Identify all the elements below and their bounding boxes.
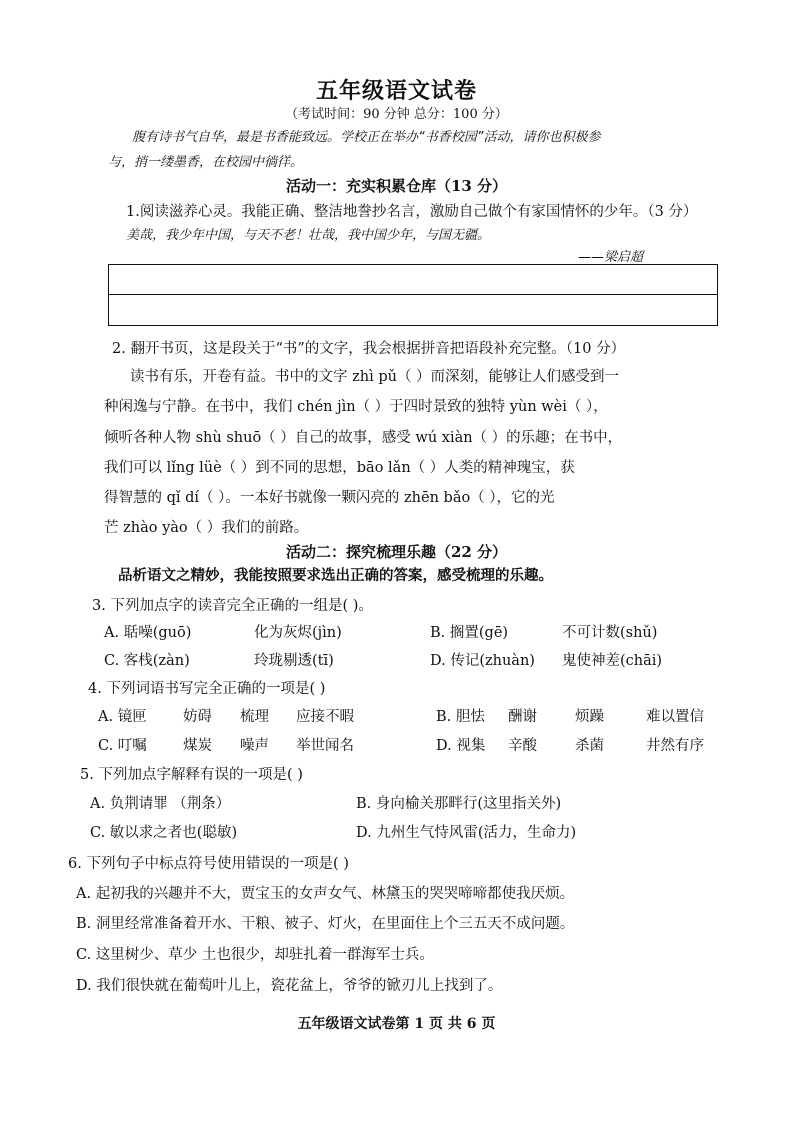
q4-d-1: D. 视集 <box>436 738 486 754</box>
q3-option-c1: C. 客栈(zàn) <box>104 653 190 669</box>
activity-2-heading: 活动二：探究梳理乐趣（22 分） <box>285 543 508 561</box>
q4-a-3: 梳理 <box>240 709 269 725</box>
intro-line-1: 腹有诗书气自华，最是书香能致远。学校正在举办“书香校园”活动，请你也积极参 <box>132 130 601 145</box>
q4-b-4: 难以置信 <box>646 709 704 725</box>
q4-d-2: 辛酸 <box>508 738 537 754</box>
q4-a-2: 妨碍 <box>183 709 212 725</box>
passage-line-4: 我们可以 lǐng lüè（ ）到不同的思想，bāo lǎn（ ）人类的精神瑰宝，获 <box>104 460 575 476</box>
q4-a-4: 应接不暇 <box>296 709 354 725</box>
q4-b-1: B. 胆怯 <box>436 709 485 725</box>
question-4: 4. 下列词语书写完全正确的一项是( ) <box>88 681 326 697</box>
page-footer: 五年级语文试卷第 1 页 共 6 页 <box>297 1016 496 1032</box>
question-3: 3. 下列加点字的读音完全正确的一组是( )。 <box>92 598 373 614</box>
q3-option-d2: 鬼使神差(chāi) <box>562 653 663 669</box>
q3-option-b1: B. 搁置(gē) <box>430 625 509 641</box>
q4-d-3: 杀菌 <box>575 738 604 754</box>
q4-c-2: 煤炭 <box>183 738 212 754</box>
passage-line-1: 读书有乐，开卷有益。书中的文字 zhì pǔ（ ）而深刻，能够让人们感受到一 <box>130 369 620 385</box>
q3-option-a2: 化为灰烬(jìn) <box>254 625 342 641</box>
passage-line-5: 得智慧的 qǐ dí（ ）。一本好书就像一颗闪亮的 zhēn bǎo（ ），它的光 <box>104 490 555 506</box>
q4-c-4: 举世闻名 <box>296 738 354 754</box>
question-5: 5. 下列加点字解释有误的一项是( ) <box>80 767 303 783</box>
copy-answer-box[interactable] <box>108 264 718 326</box>
q6-option-a: A. 起初我的兴趣并不大，贾宝玉的女声女气、林黛玉的哭哭啼啼都使我厌烦。 <box>76 886 575 902</box>
q3-option-d1: D. 传记(zhuàn) <box>430 653 535 669</box>
q4-b-3: 烦躁 <box>575 709 604 725</box>
quote-author: ——梁启超 <box>578 250 644 265</box>
activity-2-intro: 品析语文之精妙，我能按照要求选出正确的答案，感受梳理的乐趣。 <box>118 567 553 584</box>
q3-option-c2: 玲珑剔透(tī) <box>254 653 334 669</box>
exam-info: （考试时间：90 分钟 总分：100 分） <box>285 107 508 122</box>
q5-option-d: D. 九州生气恃风雷(活力，生命力) <box>356 825 577 841</box>
q5-option-c: C. 敏以求之者也(聪敏) <box>90 825 238 841</box>
q4-c-3: 噪声 <box>240 738 269 754</box>
q6-option-b: B. 洞里经常准备着开水、干粮、被子、灯火，在里面住上个三五天不成问题。 <box>76 916 575 932</box>
q5-option-a: A. 负荆请罪 （荆条） <box>90 796 231 812</box>
q5-option-b: B. 身向榆关那畔行(这里指关外) <box>356 796 562 812</box>
page-title: 五年级语文试卷 <box>315 78 477 104</box>
q4-c-1: C. 叮嘱 <box>98 738 147 754</box>
passage-line-6: 芒 zhào yào（ ）我们的前路。 <box>104 520 309 536</box>
question-2: 2. 翻开书页，这是段关于“书”的文字，我会根据拼音把语段补充完整。（10 分） <box>112 341 626 357</box>
q4-a-1: A. 镜匣 <box>98 709 147 725</box>
quote-text: 美哉，我少年中国，与天不老！壮哉，我中国少年，与国无疆。 <box>126 228 491 243</box>
q6-option-d: D. 我们很快就在葡萄叶儿上，瓷花盆上，爷爷的锨刃儿上找到了。 <box>76 978 503 994</box>
q3-option-a1: A. 聒噪(guō) <box>104 625 192 641</box>
answer-box-divider <box>109 294 717 295</box>
q6-option-c: C. 这里树少、草少 土也很少，却驻扎着一群海军士兵。 <box>76 947 434 963</box>
q4-b-2: 酬谢 <box>508 709 537 725</box>
q4-d-4: 井然有序 <box>646 738 704 754</box>
passage-line-2: 种闲逸与宁静。在书中，我们 chén jìn（ ）于四时景致的独特 yùn wèi（ ）， <box>104 399 608 415</box>
question-1: 1.阅读滋养心灵。我能正确、整洁地誊抄名言，激励自己做个有家国情怀的少年。（3 分） <box>126 204 698 220</box>
question-6: 6. 下列句子中标点符号使用错误的一项是( ) <box>68 856 349 872</box>
activity-1-heading: 活动一：充实积累仓库（13 分） <box>285 177 508 195</box>
q3-option-b2: 不可计数(shǔ) <box>562 625 658 641</box>
intro-line-2: 与，捎一缕墨香，在校园中徜徉。 <box>108 155 304 170</box>
passage-line-3: 倾听各种人物 shù shuō（ ）自己的故事，感受 wú xiàn（ ）的乐趣；在书中， <box>104 430 623 446</box>
